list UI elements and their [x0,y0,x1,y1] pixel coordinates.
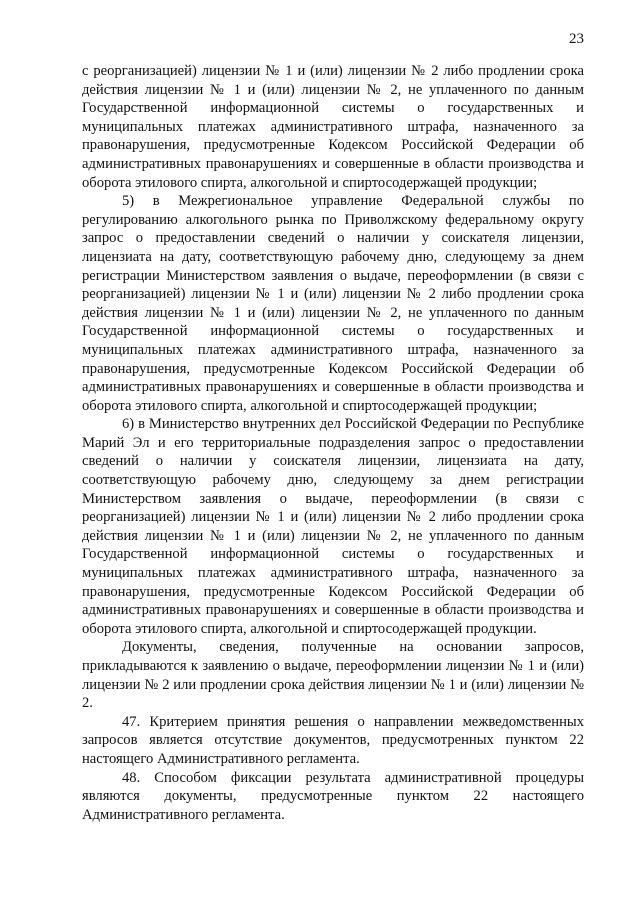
paragraph-continuation: с реорганизацией) лицензии № 1 и (или) лицензии № 2 либо продлении срока действия лицензии № 1 и (или) лицензии № 2, не уплаченного по данным Государственной информационной системы о государственных и муниципальных платежах административного штрафа, назначенного за правонарушения, предусмотренные Кодексом Российской Федерации об административных правонарушениях и совершенные в области производства и оборота этилового спирта, алкогольной и спиртосодержащей продукции; [82,63,584,191]
document-body [82,62,584,824]
paragraph-item-6: 6) в Министерство внутренних дел Российской Федерации по Республике Марий Эл и его территориальные подразделения запрос о предоставлении сведений о наличии у соискателя лицензии, лицензиата на дату, соответствующую рабочему дню, следующему за днем регистрации Министерством заявления о выдаче, переоформлении (в связи с реорганизацией) лицензии № 1 и (или) лицензии № 2 либо продлении срока действия лицензии № 1 и (или) лицензии № 2, не уплаченного по данным Государственной информационной системы о государственных и муниципальных платежах административного штрафа, назначенного за правонарушения, предусмотренные Кодексом Российской Федерации об административных правонарушениях и совершенные в области производства и оборота этилового спирта, алкогольной и спиртосодержащей продукции. [82,416,584,637]
paragraph-item-5: 5) в Межрегиональное управление Федеральной службы по регулированию алкогольного рынка по Приволжскому федеральному округу запрос о предоставлении сведений о наличии у соискателя лицензии, лицензиата на дату, соответствующую рабочему дню, следующему за днем регистрации Министерством заявления о выдаче, переоформлении (в связи с реорганизацией) лицензии № 1 и (или) лицензии № 2 либо продлении срока действия лицензии № 1 и (или) лицензии № 2, не уплаченного по данным Государственной информационной системы о государственных и муниципальных платежах административного штрафа, назначенного за правонарушения, предусмотренные Кодексом Российской Федерации об административных правонарушениях и совершенные в области производства и оборота этилового спирта, алкогольной и спиртосодержащей продукции; [82,193,584,414]
paragraph-documents-attached: Документы, сведения, полученные на основании запросов, прикладываются к заявлению о выдаче, переоформлении лицензии № 1 и (или) лицензии № 2 или продлении срока действия лицензии № 1 и (или) лицензии № 2. [82,639,584,712]
page-number: 23 [569,31,584,47]
paragraph-clause-47: 47. Критерием принятия решения о направлении межведомственных запросов является отсутствие документов, предусмотренных пунктом 22 настоящего Административного регламента. [82,713,584,767]
paragraph-clause-48: 48. Способом фиксации результата административной процедуры являются документы, предусмотренные пунктом 22 настоящего Административного регламента. [82,769,584,823]
